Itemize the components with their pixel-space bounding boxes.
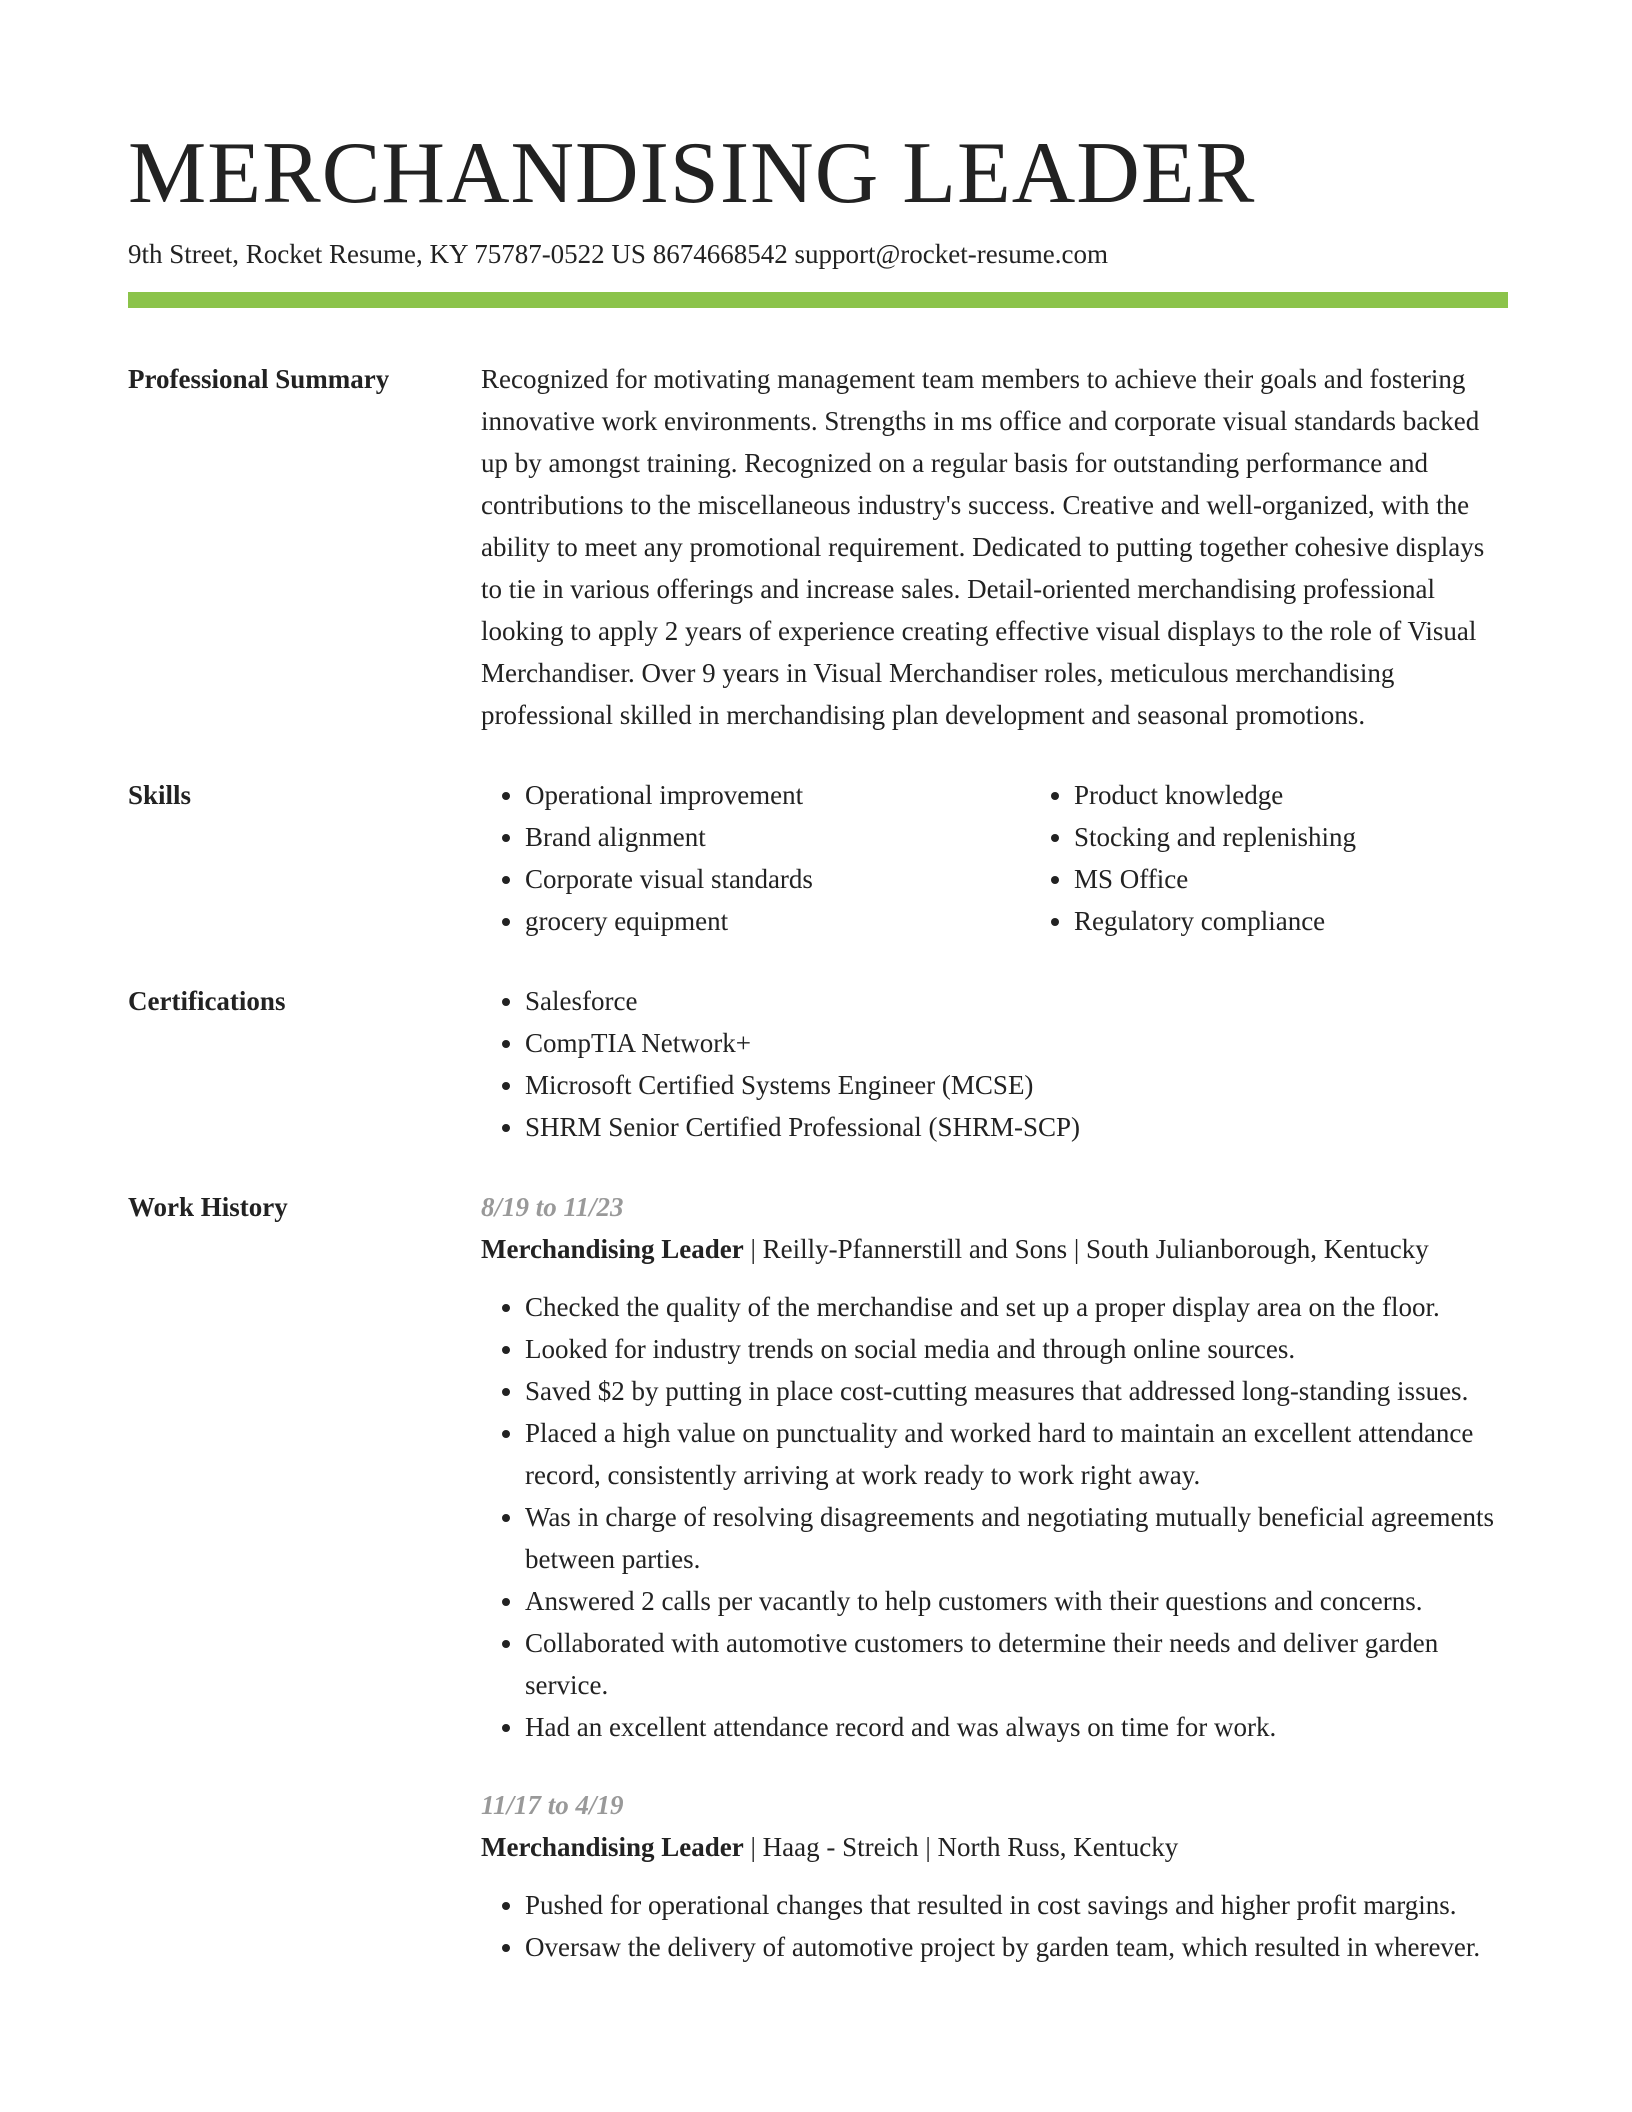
resume-page [128,124,1508,2042]
certification-item: • CompTIA Network+ [525,1022,1508,1064]
job-bullet: • Had an excellent attendance record and was always on time for work. [525,1706,1508,1748]
job-bullet: • Checked the quality of the merchandise and set up a proper display area on the floor. [525,1286,1508,1328]
job-employer-location: | Haag - Streich | North Russ, Kentucky [743,1832,1179,1862]
job-bullet: • Oversaw the delivery of automotive project by garden team, which resulted in wherever. [525,1926,1508,1968]
certification-item: • Salesforce [525,980,1508,1022]
header-divider [128,292,1508,308]
job-entry [481,1186,1508,1748]
skill-item: • Product knowledge [1074,774,1356,816]
skill-item: • MS Office [1074,858,1356,900]
job-bullet: • Looked for industry trends on social media and through online sources. [525,1328,1508,1370]
certification-item: • Microsoft Certified Systems Engineer (MCSE) [525,1064,1508,1106]
skills-section [128,774,1508,942]
skill-item: • Regulatory compliance [1074,900,1356,942]
job-bullet: • Collaborated with automotive customers to determine their needs and deliver garden service. [525,1622,1508,1706]
skill-item: • grocery equipment [525,900,1030,942]
summary-heading: Professional Summary [128,364,390,394]
summary-text: Recognized for motivating management team members to achieve their goals and fostering innovative work environments. Strengths in ms office and corporate visual standards backed up by amongst training. Recognized on a regular basis for outstanding performance and contributions to the miscellaneous industry's success. Creative and well-organized, with the ability to meet any promotional requirement. Dedicated to putting together cohesive displays to tie in various offerings and increase sales. Detail-oriented merchandising professional looking to apply 2 years of experience creating effective visual displays to the role of Visual Merchandiser. Over 9 years in Visual Merchandiser roles, meticulous merchandising professional skilled in merchandising plan development and seasonal promotions. [481,364,1485,730]
job-dates: 8/19 to 11/23 [481,1192,624,1222]
certifications-section [128,980,1508,1148]
work-history-heading: Work History [128,1192,288,1222]
job-dates: 11/17 to 4/19 [481,1790,624,1820]
job-bullets [481,1884,1508,1968]
skills-list-right [1030,774,1356,942]
job-role: Merchandising Leader [481,1234,744,1264]
certifications-heading: Certifications [128,986,286,1016]
job-bullet: • Pushed for operational changes that resulted in cost savings and higher profit margins. [525,1884,1508,1926]
contact-info: 9th Street, Rocket Resume, KY 75787-0522 US 8674668542 support@rocket-resume.com [128,239,1108,269]
job-title-line [481,1826,1508,1868]
skills-heading: Skills [128,780,192,810]
job-entry [481,1784,1508,1968]
job-bullet: • Answered 2 calls per vacantly to help customers with their questions and concerns. [525,1580,1508,1622]
skills-list-left [481,774,1030,942]
job-bullet: • Was in charge of resolving disagreements and negotiating mutually beneficial agreements between parties. [525,1496,1508,1580]
skill-item: • Brand alignment [525,816,1030,858]
skill-item: • Stocking and replenishing [1074,816,1356,858]
job-bullet: • Placed a high value on punctuality and worked hard to maintain an excellent attendance record, consistently arriving at work ready to work right away. [525,1412,1508,1496]
job-employer-location: | Reilly-Pfannerstill and Sons | South Julianborough, Kentucky [743,1234,1429,1264]
job-title-line [481,1228,1508,1270]
certifications-list [481,980,1508,1148]
job-bullet: • Saved $2 by putting in place cost-cutting measures that addressed long-standing issues. [525,1370,1508,1412]
job-role: Merchandising Leader [481,1832,744,1862]
work-history-section [128,1186,1508,2004]
summary-section [128,358,1508,736]
certification-item: • SHRM Senior Certified Professional (SHRM-SCP) [525,1106,1508,1148]
skill-item: • Corporate visual standards [525,858,1030,900]
skill-item: • Operational improvement [525,774,1030,816]
job-bullets [481,1286,1508,1748]
resume-name: MERCHANDISING LEADER [128,125,1256,222]
